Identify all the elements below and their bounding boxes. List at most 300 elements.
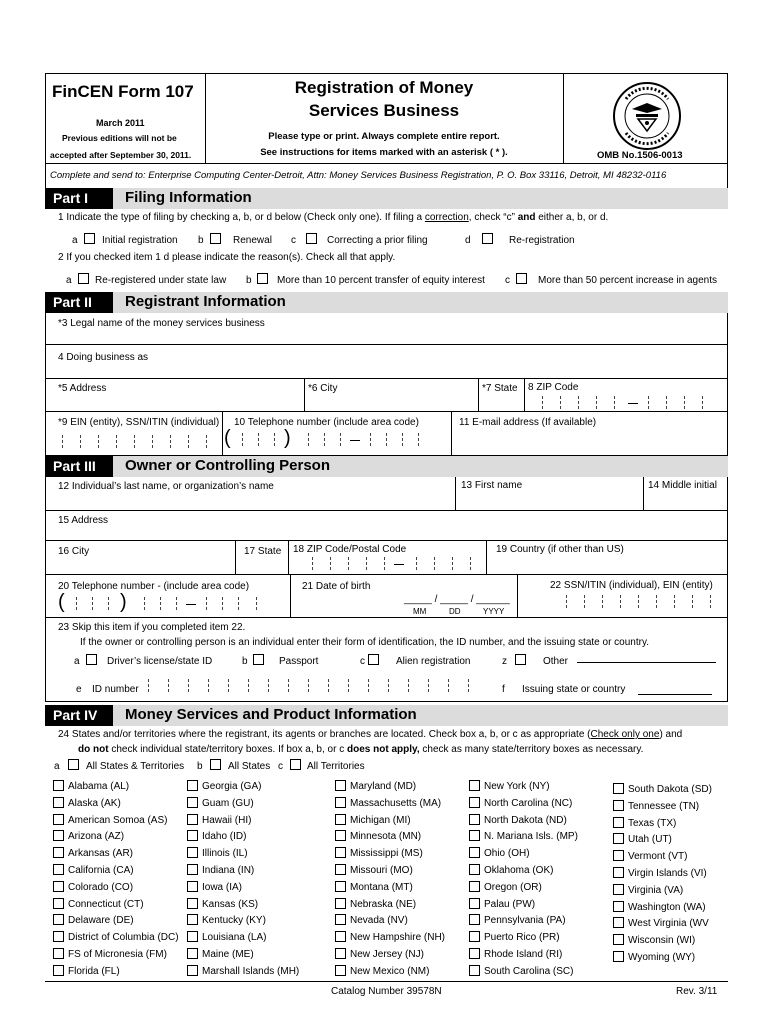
telephone-input[interactable]: ( ) [224,428,449,452]
state-checkbox[interactable] [469,864,480,875]
state-checkbox[interactable] [53,881,64,892]
state-label: New Jersey (NJ) [350,949,424,960]
owner-country-input[interactable] [487,557,726,573]
form-title-line1: Registration of Money [294,78,474,97]
email-input[interactable] [452,432,726,452]
state-option[interactable] [187,780,261,792]
state-checkbox[interactable] [335,948,346,959]
state-checkbox[interactable] [187,830,198,841]
item23-skip-note: 23 Skip this item if you completed item 22. [58,622,246,633]
state-option[interactable] [53,931,179,943]
state-checkbox[interactable] [613,934,624,945]
item24-instructions-line1: 24 States and/or territories where the registrant, its agents or branches are located. Check box a, b, or c as appropriate (Check only one) and [58,729,683,740]
state-label: Pennsylvania (PA) [484,915,566,927]
part3-tag: Part III [45,456,113,477]
instructions-line2: See instructions for items marked with an asterisk ( * ). [260,147,508,158]
state-label: Illinois (IL) [202,848,248,860]
id-number-input[interactable] [148,679,484,695]
drivers-license-checkbox[interactable] [86,654,97,665]
state-checkbox[interactable] [335,864,346,875]
state-checkbox[interactable] [335,780,346,791]
form-date: March 2011 [96,118,145,128]
state-label: New Mexico (NM) [350,965,430,977]
state-label: Minnesota (MN) [350,831,422,843]
item24-instructions-line2: do not check individual state/territory boxes. If box a, b, or c does not apply, check as many state/territory boxes as necessary. [78,744,644,755]
id-z-letter: z [502,656,507,667]
all-states-label: All States [228,761,271,772]
state-checkbox[interactable] [187,847,198,858]
state-checkbox[interactable] [613,917,624,928]
state-checkbox[interactable] [469,931,480,942]
state-checkbox[interactable] [469,780,480,791]
state-checkbox[interactable] [613,833,624,844]
state-option[interactable] [187,914,266,926]
state-label: North Dakota (ND) [484,814,567,826]
state-label: Washington (WA) [628,901,706,913]
state-checkbox[interactable] [53,914,64,925]
issuing-state-label: Issuing state or country [522,684,626,695]
state-label: Hawaii (HI) [202,814,252,826]
state-label: *7 State [482,383,518,394]
state-checkbox[interactable] [187,948,198,959]
state-label: Indiana (IN) [202,865,255,876]
state-label: Maryland (MD) [350,781,417,792]
owner-state-input[interactable] [236,558,287,573]
state-option[interactable] [613,833,672,845]
state-checkbox[interactable] [335,881,346,892]
owner-ssn-label: 22 SSN/ITIN (individual), EIN (entity) [550,580,713,591]
state-option[interactable] [335,864,413,876]
passport-label: Passport [279,656,319,667]
state-checkbox[interactable] [187,814,198,825]
owner-state-label: 17 State [244,546,282,557]
state-option[interactable] [187,881,242,893]
state-label: Missouri (MO) [350,865,413,876]
state-option[interactable] [469,780,550,792]
part4-header [45,705,728,726]
owner-telephone-label: 20 Telephone number - (include area code) [58,581,250,592]
all-states-territories-checkbox[interactable] [68,759,79,770]
state-option[interactable] [187,931,266,943]
part2-title: Registrant Information [125,293,286,310]
id-a-letter: a [74,656,80,667]
owner-city-input[interactable] [46,558,234,573]
state-checkbox[interactable] [469,814,480,825]
state-option[interactable] [53,847,133,859]
send-to-address: Complete and send to: Enterprise Computing Center-Detroit, Attn: Money Services Business Registration, P. O. Box 33116, Detroit, MI 48232-0116 [50,170,667,181]
omb-number: OMB No.1506-0013 [597,150,683,161]
reregistration-checkbox[interactable] [482,233,493,244]
state-label: Connecticut (CT) [68,898,144,910]
state-checkbox[interactable] [53,864,64,875]
state-input[interactable] [479,396,523,410]
state-option[interactable] [469,864,553,876]
owner-last-name-label: 12 Individual’s last name, or organization’s name [58,481,274,492]
state-label: Ohio (OH) [484,848,530,860]
state-checkbox[interactable] [187,931,198,942]
state-label: Idaho (ID) [202,831,247,843]
state-option[interactable] [53,780,129,792]
reregistered-state-law-label: Re-registered under state law [95,275,227,286]
dba-label: 4 Doing business as [58,352,149,363]
state-label: Vermont (VT) [628,851,688,863]
reason-b-letter: b [246,275,252,286]
id-e-letter: e [76,684,82,695]
state-option[interactable] [469,847,530,859]
state-label: South Dakota (SD) [628,784,712,795]
fincen-seal-icon [612,81,682,151]
state-label: District of Columbia (DC) [68,932,179,944]
state-option[interactable] [335,931,445,943]
opt-d-letter: d [465,235,471,246]
state-label: Oklahoma (OK) [484,865,554,876]
state-option[interactable] [187,847,248,859]
all-b-letter: b [197,761,203,772]
owner-zip-label: 18 ZIP Code/Postal Code [293,544,407,555]
equity-transfer-label: More than 10 percent transfer of equity interest [277,275,485,286]
reason-a-letter: a [66,275,72,286]
state-option[interactable] [335,830,421,842]
owner-city-label: 16 City [58,546,90,557]
id-f-letter: f [502,684,505,695]
correcting-checkbox[interactable] [306,233,317,244]
state-option[interactable] [335,914,408,926]
state-label: Michigan (MI) [350,814,411,826]
state-option[interactable] [335,898,416,910]
part2-header [45,292,728,313]
owner-ssn-input[interactable] [558,595,724,610]
catalog-number: Catalog Number 39578N [331,986,442,997]
state-option[interactable] [335,814,411,826]
state-option[interactable] [187,948,254,960]
state-label: Florida (FL) [68,965,120,977]
part2-tag: Part II [45,292,113,313]
part3-header [45,456,728,477]
state-label: North Carolina (NC) [484,797,573,809]
item23-instructions: If the owner or controlling person is an individual enter their form of identification, the ID number, and the issuing state or country. [80,637,650,648]
all-states-territories-label: All States & Territories [86,761,185,772]
state-option[interactable] [613,884,683,896]
renewal-label: Renewal [233,235,272,246]
state-checkbox[interactable] [613,850,624,861]
part4-title: Money Services and Product Information [125,706,417,723]
state-checkbox[interactable] [335,797,346,808]
owner-country-label: 19 Country (if other than US) [496,544,624,555]
dob-label: 21 Date of birth [302,581,371,592]
zip-label: 8 ZIP Code [528,382,579,393]
state-checkbox[interactable] [469,847,480,858]
state-option[interactable] [613,951,695,963]
state-checkbox[interactable] [469,914,480,925]
city-label: *6 City [308,383,338,394]
state-option[interactable] [613,917,709,929]
state-checkbox[interactable] [187,797,198,808]
state-option[interactable] [335,948,424,960]
owner-address-input[interactable] [46,527,726,539]
state-checkbox[interactable] [335,931,346,942]
state-label: Wisconsin (WI) [628,935,696,947]
id-c-letter: c [360,656,365,667]
state-label: Utah (UT) [628,834,672,846]
state-checkbox[interactable] [469,797,480,808]
state-option[interactable] [187,814,251,826]
item1-instructions: 1 Indicate the type of filing by checking a, b, or d below (Check only one). If filing a correction, check “c” and either a, b, or d. [58,212,609,223]
state-label: Rhode Island (RI) [484,949,563,960]
state-option[interactable] [469,914,566,926]
other-id-checkbox[interactable] [515,654,526,665]
state-option[interactable] [53,814,167,826]
state-checkbox[interactable] [335,898,346,909]
state-label: Mississippi (MS) [350,848,423,860]
state-checkbox[interactable] [53,965,64,976]
state-option[interactable] [53,864,134,876]
state-label: Louisiana (LA) [202,932,267,944]
state-label: N. Mariana Isls. (MP) [484,831,578,843]
state-label: California (CA) [68,865,134,876]
state-option[interactable] [335,881,413,893]
form-title-line2: Services Business [308,101,460,120]
owner-middle-initial-input[interactable] [644,494,726,509]
all-c-letter: c [278,761,283,772]
agent-increase-checkbox[interactable] [516,273,527,284]
state-label: Tennessee (TN) [628,800,700,812]
state-label: Massachusetts (MA) [350,797,442,809]
state-checkbox[interactable] [335,830,346,841]
alien-registration-label: Alien registration [396,656,471,667]
revision: Rev. 3/11 [676,986,718,997]
owner-last-name-input[interactable] [46,494,454,509]
state-option[interactable] [613,934,695,946]
owner-middle-initial-label: 14 Middle initial [648,480,717,491]
opt-a-letter: a [72,235,78,246]
state-label: Virgin Islands (VI) [628,868,707,879]
owner-first-name-label: 13 First name [461,480,523,491]
part1-tag: Part I [45,188,113,209]
id-b-letter: b [242,656,248,667]
instructions-line1: Please type or print. Always complete entire report. [268,131,500,142]
state-checkbox[interactable] [469,965,480,976]
ein-label: *9 EIN (entity), SSN/ITIN (individual) [58,417,220,428]
state-option[interactable] [469,965,573,977]
reason-c-letter: c [505,275,510,286]
state-label: Montana (MT) [350,881,413,893]
reregistration-label: Re-registration [509,235,575,246]
all-territories-checkbox[interactable] [290,759,301,770]
legal-name-input[interactable] [46,330,726,343]
state-label: Alaska (AK) [68,797,121,809]
state-checkbox[interactable] [53,847,64,858]
state-label: Delaware (DE) [68,915,134,927]
state-option[interactable] [53,881,133,893]
state-option[interactable] [53,965,120,977]
equity-transfer-checkbox[interactable] [257,273,268,284]
other-id-label: Other [543,656,569,667]
state-option[interactable] [335,847,423,859]
zip-input[interactable] [532,396,724,410]
state-option[interactable] [53,797,121,809]
state-option[interactable] [53,914,134,926]
owner-first-name-input[interactable] [456,494,642,509]
all-a-letter: a [54,761,60,772]
state-option[interactable] [613,783,712,795]
state-label: Arkansas (AR) [68,848,134,860]
state-label: American Somoa (AS) [68,814,168,826]
state-label: Texas (TX) [628,817,677,829]
state-option[interactable] [613,800,699,812]
state-option[interactable] [53,948,167,960]
state-label: Alabama (AL) [68,781,130,792]
id-number-label: ID number [92,684,139,695]
state-option[interactable] [469,797,572,809]
state-option[interactable] [469,830,578,842]
part3-title: Owner or Controlling Person [125,457,331,474]
legal-name-label: *3 Legal name of the money services business [58,318,265,329]
state-label: South Carolina (SC) [484,965,574,977]
passport-checkbox[interactable] [253,654,264,665]
state-label: FS of Micronesia (FM) [68,949,167,960]
opt-b-letter: b [198,235,204,246]
state-label: Palau (PW) [484,898,536,910]
all-territories-label: All Territories [307,761,365,772]
part4-tag: Part IV [45,705,113,726]
state-checkbox[interactable] [469,898,480,909]
state-label: Wyoming (WY) [628,952,696,963]
state-label: Arizona (AZ) [68,831,125,843]
agent-increase-label: More than 50 percent increase in agents [538,275,717,286]
email-label: 11 E-mail address (If available) [459,417,597,428]
state-label: Colorado (CO) [68,881,134,893]
state-label: Guam (GU) [202,797,254,809]
state-checkbox[interactable] [469,948,480,959]
state-label: Nebraska (NE) [350,898,417,910]
state-checkbox[interactable] [187,864,198,875]
state-label: Nevada (NV) [350,915,408,927]
state-checkbox[interactable] [187,780,198,791]
state-option[interactable] [613,901,706,913]
state-checkbox[interactable] [613,867,624,878]
renewal-checkbox[interactable] [210,233,221,244]
state-option[interactable] [469,948,562,960]
state-checkbox[interactable] [335,965,346,976]
state-checkbox[interactable] [187,898,198,909]
dba-input[interactable] [46,364,726,377]
state-checkbox[interactable] [335,814,346,825]
address-input[interactable] [46,396,303,410]
state-label: Georgia (GA) [202,781,262,792]
dob-mm-label: MM [413,607,427,616]
state-checkbox[interactable] [335,847,346,858]
issuing-state-input[interactable] [638,694,712,695]
state-label: Maine (ME) [202,949,254,960]
ein-input[interactable] [58,435,218,449]
dob-yyyy-label: YYYY [483,607,505,616]
state-checkbox[interactable] [187,881,198,892]
address-label: *5 Address [58,383,107,394]
state-checkbox[interactable] [613,783,624,794]
other-id-input[interactable] [577,662,716,663]
state-checkbox[interactable] [53,931,64,942]
drivers-license-label: Driver’s license/state ID [107,656,213,667]
part1-title: Filing Information [125,189,252,206]
state-option[interactable] [469,881,542,893]
state-option[interactable] [469,931,560,943]
state-checkbox[interactable] [613,800,624,811]
state-option[interactable] [335,780,416,792]
state-option[interactable] [187,965,299,977]
state-checkbox[interactable] [469,830,480,841]
part1-header [45,188,728,209]
state-label: Kentucky (KY) [202,915,266,927]
state-label: Marshall Islands (MH) [202,965,300,977]
state-option[interactable] [613,817,676,829]
state-checkbox[interactable] [613,884,624,895]
state-checkbox[interactable] [187,965,198,976]
state-option[interactable] [613,850,687,862]
owner-telephone-input[interactable]: ( ) [58,592,283,616]
dob-dd-label: DD [449,607,461,616]
state-checkbox[interactable] [53,898,64,909]
correcting-label: Correcting a prior filing [327,235,428,246]
city-input[interactable] [305,396,477,410]
telephone-label: 10 Telephone number (include area code) [234,417,419,428]
state-option[interactable] [187,797,254,809]
owner-address-label: 15 Address [58,515,109,526]
state-label: New York (NY) [484,781,550,792]
prev-editions-line1: Previous editions will not be [62,133,177,143]
prev-editions-line2: accepted after September 30, 2011. [50,150,192,160]
item2-instructions: 2 If you checked item 1 d please indicate the reason(s). Check all that apply. [58,252,396,263]
state-checkbox[interactable] [53,830,64,841]
state-checkbox[interactable] [613,951,624,962]
opt-c-letter: c [291,235,296,246]
state-checkbox[interactable] [53,814,64,825]
state-option[interactable] [613,867,707,879]
state-label: Kansas (KS) [202,898,259,910]
state-option[interactable] [187,830,246,842]
state-option[interactable] [335,965,429,977]
state-checkbox[interactable] [613,817,624,828]
state-checkbox[interactable] [335,914,346,925]
state-checkbox[interactable] [53,948,64,959]
initial-registration-label: Initial registration [102,235,178,246]
all-states-checkbox[interactable] [210,759,221,770]
state-label: Iowa (IA) [202,881,243,893]
state-label: West Virginia (WV [628,918,709,930]
state-label: New Hampshire (NH) [350,932,446,944]
form-name: FinCEN Form 107 [52,82,194,101]
state-checkbox[interactable] [53,780,64,791]
state-label: Oregon (OR) [484,881,542,893]
state-option[interactable] [187,864,254,876]
reregistered-state-law-checkbox[interactable] [78,273,89,284]
state-checkbox[interactable] [613,901,624,912]
state-option[interactable] [335,797,441,809]
initial-registration-checkbox[interactable] [84,233,95,244]
state-checkbox[interactable] [53,797,64,808]
state-checkbox[interactable] [469,881,480,892]
state-option[interactable] [53,830,124,842]
state-option[interactable] [53,898,144,910]
state-option[interactable] [187,898,258,910]
state-option[interactable] [469,814,567,826]
dob-input[interactable]: _____ / _____ / ______ [404,594,510,605]
owner-zip-input[interactable] [300,557,484,572]
state-checkbox[interactable] [187,914,198,925]
state-option[interactable] [469,898,535,910]
state-label: Virginia (VA) [628,884,684,896]
alien-registration-checkbox[interactable] [368,654,379,665]
state-label: Puerto Rico (PR) [484,932,560,944]
